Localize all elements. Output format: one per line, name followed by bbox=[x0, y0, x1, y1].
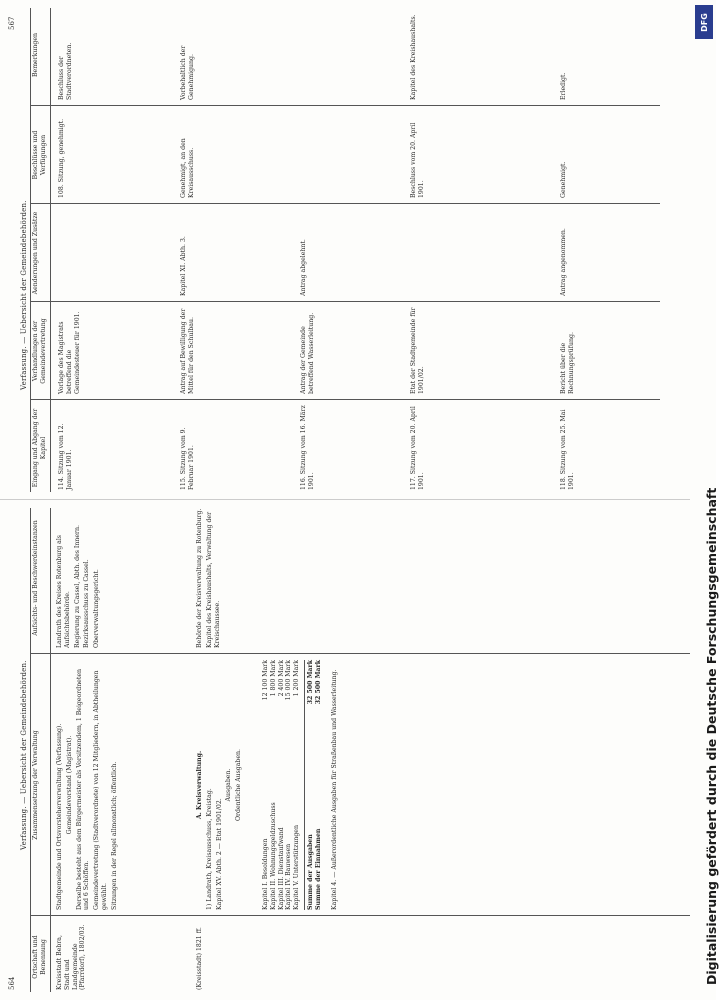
right-col-head-2: Verhandlungen der Gemeindevertretung bbox=[32, 318, 47, 384]
header-rule bbox=[30, 8, 31, 492]
left-col-head-1: Ortschaft und Benennung bbox=[32, 935, 47, 979]
budget-row-value: 1 800 Mark bbox=[269, 660, 277, 697]
budget-total-value: 32 500 Mark bbox=[314, 660, 322, 705]
budget-table bbox=[262, 660, 340, 910]
block2-admin-line: 1) Landrath, Kreisausschuss, Kreistag. bbox=[205, 788, 213, 910]
dfg-banner bbox=[690, 0, 719, 1000]
table-row-4-c1: 118. Sitzung vom 25. Mai 1901. bbox=[560, 409, 575, 490]
block2-admin-line: A. Kreisverwaltung. bbox=[196, 750, 203, 820]
budget-row-label: Kapitel IV. Bauwesen bbox=[285, 843, 293, 910]
block1-admin-line: Stadtgemeinde und Ortsvorsteherverwaltung (Verfassung). bbox=[56, 723, 63, 910]
header-rule bbox=[30, 508, 31, 992]
block2-administration bbox=[196, 660, 245, 910]
block2-supervision-line: Behörde der Kreisverwaltung zu Rotenburg. bbox=[196, 508, 203, 648]
budget-total-row bbox=[307, 660, 315, 910]
table-row-0-c5: Beschluss der Stadtverordneten. bbox=[58, 42, 73, 100]
table-row-1-c2: Antrag auf Bewilligung der Mittel für den Schulbau. bbox=[180, 308, 195, 394]
block2-place: (Kreisstadt) 1821 ff. bbox=[196, 927, 203, 990]
budget-row-label: Kapitel V. Unterstützungen bbox=[293, 825, 301, 910]
table-row-2-c2: Antrag der Gemeinde betreffend Wasserleitung. bbox=[300, 312, 315, 394]
budget-row-label: Kapitel I. Besoldungen bbox=[262, 838, 269, 910]
right-col-head-4: Beschlüsse und Verfügungen bbox=[32, 130, 47, 180]
dfg-funding-text: Digitalisierung gefördert durch die Deutsche Forschungsgemeinschaft bbox=[704, 487, 719, 985]
left-col-divider-1 bbox=[30, 915, 690, 916]
left-page bbox=[0, 500, 716, 1000]
right-page bbox=[0, 0, 716, 500]
right-page-header: Verfassung. — Uebersicht der Gemeindebehörden. bbox=[20, 200, 28, 390]
budget-row bbox=[278, 660, 286, 910]
table-row-1-c3: Kapitel XI. Abth. 3. bbox=[180, 236, 187, 296]
block1-supervision-line: Oberverwaltungsgericht. bbox=[93, 569, 101, 648]
budget-row bbox=[270, 660, 278, 910]
block1-admin-line: Sitzungen in der Regel allmonatlich; öffentlich. bbox=[110, 761, 118, 910]
table-row-3-c4: Beschluss vom 20. April 1901. bbox=[410, 122, 425, 198]
right-col-head-5: Bemerkungen bbox=[32, 32, 39, 78]
block1-admin-line: Gemeindevertretung (Stadtverordnete) von 12 Mitgliedern, in Abtheilungen gewählt. bbox=[93, 670, 108, 910]
block1-admin-line: Derselbe besteht aus dem Bürgermeister als Vorsitzendem, 1 Beigeordneten und 6 Schöffen. bbox=[75, 669, 91, 910]
table-row-4-c4: Genehmigt. bbox=[560, 161, 567, 198]
budget-row bbox=[262, 660, 270, 910]
table-row-3-c1: 117. Sitzung vom 20. April 1901. bbox=[410, 406, 425, 490]
block2-admin-line: Ordentliche Ausgaben. bbox=[235, 749, 243, 822]
table-row-2-c3: Antrag abgelehnt. bbox=[300, 239, 307, 296]
table-row-0-c4: 108. Sitzung, genehmigt. bbox=[58, 118, 65, 198]
budget-totals bbox=[304, 660, 323, 910]
left-col-divider-2 bbox=[30, 653, 690, 654]
block1-admin-line: Gemeindevorstand (Magistrat). bbox=[65, 735, 73, 835]
block1-administration bbox=[56, 660, 121, 910]
table-row-3-c2: Etat der Stadtgemeinde für 1901/02. bbox=[410, 307, 425, 394]
right-col-divider-1 bbox=[30, 399, 660, 400]
table-row-1-c1: 115. Sitzung vom 9. Februar 1901. bbox=[180, 427, 195, 490]
budget-row-label: Kapitel II. Wohnungsgeldzuschuss bbox=[269, 802, 277, 910]
table-row-4-c3: Antrag angenommen. bbox=[560, 228, 567, 296]
table-row-2-c1: 116. Sitzung vom 16. März 1901. bbox=[300, 405, 315, 490]
budget-row-value: 12 100 Mark bbox=[262, 660, 269, 701]
block1-supervision-line: Bezirksausschuss zu Cassel. bbox=[83, 559, 91, 648]
budget-total-row bbox=[315, 660, 323, 910]
left-col-head-3: Aufsichts- und Beschwerdeinstanzen bbox=[32, 520, 39, 636]
colhead-rule bbox=[50, 508, 51, 992]
table-row-0-c2: Vorlage des Magistrats betreffend die Gemeindesteuer für 1901. bbox=[58, 311, 81, 394]
budget-closing-note: Kapitel 4. — Außerordentliche Ausgaben für Straßenbau und Wasserleitung. bbox=[330, 669, 338, 910]
block2-admin-line: Kapitel XV. Abth. 2 — Etat 1901/02. bbox=[215, 798, 223, 910]
left-page-number: 564 bbox=[8, 976, 16, 990]
right-col-divider-4 bbox=[30, 105, 660, 106]
table-row-4-c2: Bericht über die Rechnungsprüfung. bbox=[560, 332, 575, 394]
block1-supervision-line: Landrath des Kreises Rotenburg als Aufsichtsbehörde. bbox=[56, 535, 71, 648]
budget-row-label: Kapitel III. Dienstaufwand bbox=[277, 827, 285, 910]
table-row-1-c4: Genehmigt, an den Kreisausschuss. bbox=[180, 138, 195, 198]
block1-place: Kreisstadt Bebra, Stadt und Landgemeinde (Pfarrdorf), 1802/03. bbox=[56, 924, 87, 990]
right-col-head-1: Eingang und Abgang der Kapitel bbox=[32, 408, 47, 488]
table-row-3-c5: Kapitel des Kreishaushalts. bbox=[410, 14, 417, 100]
table-row-0-c1: 114. Sitzung vom 12. Januar 1901. bbox=[58, 423, 73, 490]
right-col-head-3: Aenderungen und Zusätze bbox=[32, 211, 39, 295]
budget-row bbox=[293, 660, 301, 910]
budget-row bbox=[285, 660, 293, 910]
right-col-divider-3 bbox=[30, 203, 660, 204]
block2-admin-line: Ausgaben. bbox=[225, 768, 233, 802]
left-col-head-2: Zusammensetzung der Verwaltung bbox=[32, 730, 39, 840]
budget-total-label: Summe der Ausgaben bbox=[306, 834, 314, 910]
block2-supervision bbox=[196, 508, 223, 648]
budget-row-value: 2 400 Mark bbox=[277, 660, 285, 697]
block2-supervision-line: Kapitel des Kreishaushalts, Verwaltung der Kreischaussee. bbox=[205, 511, 221, 648]
budget-row-value: 1 200 Mark bbox=[293, 660, 301, 697]
colhead-rule bbox=[50, 8, 51, 492]
block1-supervision-line: Regierung zu Cassel, Abth. des Innern. bbox=[73, 525, 81, 648]
budget-row-value: 15 000 Mark bbox=[285, 660, 293, 701]
budget-total-label: Summe der Einnahmen bbox=[314, 828, 322, 910]
right-col-divider-2 bbox=[30, 301, 660, 302]
table-row-1-c5: Vorbehaltlich der Genehmigung. bbox=[180, 45, 195, 100]
dfg-logo-text: DFG bbox=[699, 12, 709, 32]
dfg-logo bbox=[695, 5, 713, 39]
table-row-4-c5: Erledigt. bbox=[560, 72, 567, 100]
left-page-header: Verfassung. — Uebersicht der Gemeindebehörden. bbox=[20, 660, 28, 850]
block1-supervision bbox=[56, 508, 103, 648]
right-page-number: 567 bbox=[8, 16, 16, 30]
budget-total-value: 32 500 Mark bbox=[306, 660, 314, 705]
